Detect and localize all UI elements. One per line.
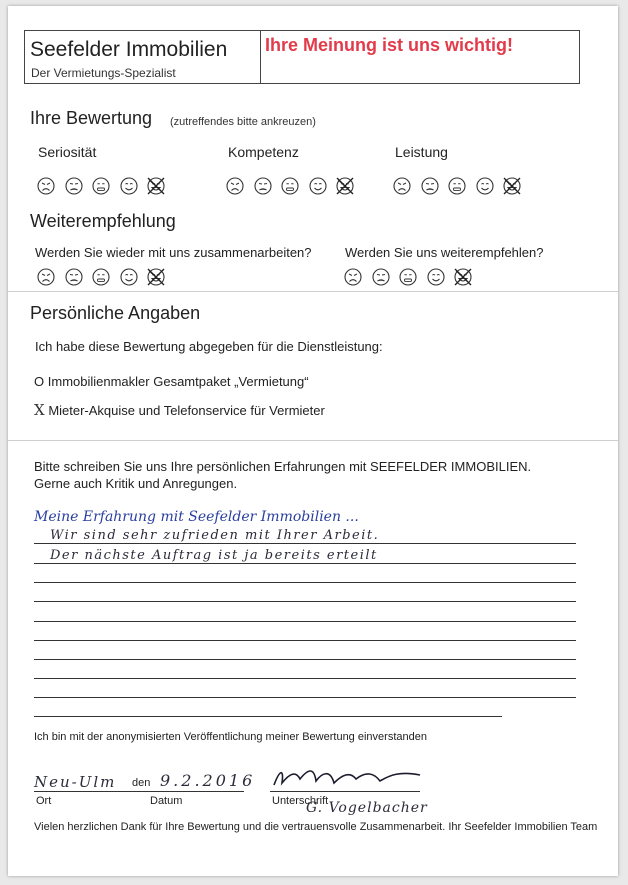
seriositaet-happy-face-icon[interactable]: [120, 177, 138, 195]
footer-thanks: Vielen herzlichen Dank für Ihre Bewertung und die vertrauensvolle Zusammenarbeit. Ihr Seefelder Immobilien Team: [34, 821, 598, 833]
seriositaet-sad-face-icon[interactable]: [65, 177, 83, 195]
kompetenz-very-sad-face-icon[interactable]: [226, 177, 244, 195]
company-tagline: Der Vermietungs-Spezialist: [31, 66, 176, 80]
seriositaet-very-happy-face-icon[interactable]: [147, 177, 165, 195]
personal-intro: Ich habe diese Bewertung abgegeben für die Dienstleistung:: [35, 339, 383, 354]
fold-line-top: [8, 291, 618, 292]
work-again-happy-face-icon[interactable]: [120, 268, 138, 286]
recommend-very-sad-face-icon[interactable]: [344, 268, 362, 286]
den-label: den: [132, 777, 151, 789]
comment-rule-4: [34, 601, 576, 602]
comment-rule-1: [34, 543, 576, 544]
option-label-gesamtpaket: Immobilienmakler Gesamtpaket „Vermietung“: [47, 374, 309, 389]
signature-name: G. Vogelbacher: [306, 800, 428, 816]
option-label-mieter-akquise: Mieter-Akquise und Telefonservice für Vermieter: [48, 403, 325, 418]
option-marker-checked: X: [34, 401, 45, 419]
kompetenz-very-happy-face-icon[interactable]: [336, 177, 354, 195]
rating-title: Ihre Bewertung: [30, 108, 153, 128]
recommend-happy-face-icon[interactable]: [427, 268, 445, 286]
comment-rule-2: [34, 563, 576, 564]
option-mieter-akquise[interactable]: [34, 401, 325, 419]
recommend-title: Weiterempfehlung: [30, 211, 176, 231]
place-value: Neu-Ulm: [34, 773, 117, 791]
work-again-neutral-face-icon[interactable]: [92, 268, 110, 286]
leistung-happy-face-icon[interactable]: [476, 177, 494, 195]
question-work-again: Werden Sie wieder mit uns zusammenarbeiten?: [35, 245, 312, 260]
comment-rule-8: [34, 678, 576, 679]
comment-rule-7: [34, 659, 576, 660]
comment-rule-5: [34, 621, 576, 622]
leistung-neutral-face-icon[interactable]: [448, 177, 466, 195]
work-again-very-happy-face-icon[interactable]: [147, 268, 165, 286]
personal-title: Persönliche Angaben: [30, 303, 201, 323]
seriositaet-neutral-face-icon[interactable]: [92, 177, 110, 195]
evaluation-form-sheet: [8, 6, 618, 876]
comment-rule-3: [34, 582, 576, 583]
comment-rule-6: [34, 640, 576, 641]
comment-line-2: Der nächste Auftrag ist ja bereits erteilt: [50, 548, 378, 563]
category-label-seriositaet: Seriosität: [38, 144, 97, 160]
kompetenz-sad-face-icon[interactable]: [254, 177, 272, 195]
place-label: Ort: [36, 795, 52, 807]
signature-label: Unterschrift: [272, 795, 329, 807]
recommend-very-happy-face-icon[interactable]: [454, 268, 472, 286]
leistung-sad-face-icon[interactable]: [421, 177, 439, 195]
comments-prompt-line1: Bitte schreiben Sie uns Ihre persönlichen Erfahrungen mit SEEFELDER IMMOBILIEN.: [34, 459, 532, 474]
category-label-leistung: Leistung: [395, 144, 448, 160]
option-gesamtpaket[interactable]: [34, 374, 309, 389]
work-again-sad-face-icon[interactable]: [65, 268, 83, 286]
work-again-very-sad-face-icon[interactable]: [37, 268, 55, 286]
recommend-neutral-face-icon[interactable]: [399, 268, 417, 286]
consent-text: Ich bin mit der anonymisierten Veröffentlichung meiner Bewertung einverstanden: [34, 731, 427, 743]
comment-rule-10: [34, 716, 502, 717]
category-label-kompetenz: Kompetenz: [228, 144, 299, 160]
leistung-very-sad-face-icon[interactable]: [393, 177, 411, 195]
recommend-sad-face-icon[interactable]: [372, 268, 390, 286]
seriositaet-very-sad-face-icon[interactable]: [37, 177, 55, 195]
fold-line-bottom: [8, 440, 618, 441]
option-marker-empty: O: [34, 374, 45, 389]
date-label: Datum: [150, 795, 183, 807]
rating-hint: (zutreffendes bitte ankreuzen): [170, 116, 316, 128]
comments-heading: Meine Erfahrung mit Seefelder Immobilien ...: [34, 509, 359, 525]
question-recommend: Werden Sie uns weiterempfehlen?: [345, 245, 544, 260]
signature-line: [270, 791, 420, 792]
header-motto: Ihre Meinung ist uns wichtig!: [265, 35, 514, 55]
leistung-very-happy-face-icon[interactable]: [503, 177, 521, 195]
kompetenz-neutral-face-icon[interactable]: [281, 177, 299, 195]
date-value: 9.2.2016: [160, 771, 256, 790]
place-date-line: [34, 791, 244, 792]
kompetenz-happy-face-icon[interactable]: [309, 177, 327, 195]
comments-prompt-line2: Gerne auch Kritik und Anregungen.: [34, 476, 238, 491]
comment-line-1: Wir sind sehr zufrieden mit Ihrer Arbeit.: [50, 528, 380, 543]
company-name: Seefelder Immobilien: [30, 38, 228, 61]
comment-rule-9: [34, 697, 576, 698]
handwritten-signature: [270, 765, 430, 791]
